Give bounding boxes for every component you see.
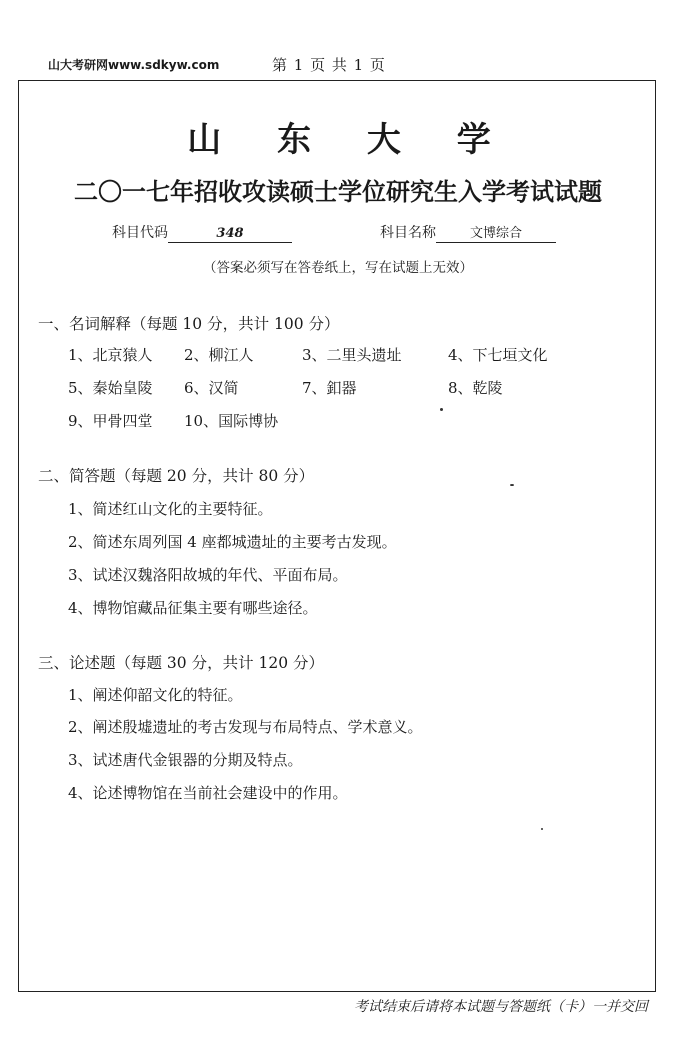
- term-item: 5、秦始皇陵: [68, 379, 153, 397]
- scan-speck: [440, 408, 443, 411]
- section-2-heading: 二、简答题（每题 20 分，共计 80 分）: [38, 467, 315, 485]
- subject-name: [380, 222, 556, 243]
- short-answer-question: 2、简述东周列国 4 座都城遗址的主要考古发现。: [68, 533, 397, 551]
- essay-question: 3、试述唐代金银器的分期及特点。: [68, 751, 303, 769]
- school-name: 山 东 大 学: [187, 120, 513, 160]
- term-item: 9、甲骨四堂: [68, 412, 153, 430]
- essay-question: 2、阐述殷墟遗址的考古发现与布局特点、学术意义。: [68, 718, 423, 736]
- term-item: 2、柳江人: [184, 346, 254, 364]
- section-3-heading: 三、论述题（每题 30 分，共计 120 分）: [38, 654, 325, 672]
- scan-speck: [541, 828, 543, 830]
- short-answer-question: 4、博物馆藏品征集主要有哪些途径。: [68, 599, 318, 617]
- subject-code: [112, 222, 292, 243]
- footer-instruction: 考试结束后请将本试题与答题纸（卡）一并交回: [354, 999, 648, 1015]
- essay-question: 4、论述博物馆在当前社会建设中的作用。: [68, 784, 348, 802]
- essay-question: 1、阐述仰韶文化的特征。: [68, 686, 243, 704]
- site-watermark: 山大考研网www.sdkyw.com: [48, 58, 220, 72]
- short-answer-question: 3、试述汉魏洛阳故城的年代、平面布局。: [68, 566, 348, 584]
- scan-speck: [510, 484, 514, 486]
- page-number: 第 1 页 共 1 页: [272, 56, 386, 74]
- subject-name-label: 科目名称: [380, 225, 436, 241]
- term-item: 1、北京猿人: [68, 346, 153, 364]
- term-item: 8、乾陵: [448, 379, 503, 397]
- section-1-heading: 一、名词解释（每题 10 分，共计 100 分）: [38, 315, 340, 333]
- exam-title: 二〇一七年招收攻读硕士学位研究生入学考试试题: [74, 178, 602, 206]
- term-item: 10、国际博协: [184, 412, 279, 430]
- term-item: 3、二里头遗址: [302, 346, 402, 364]
- term-item: 7、釦器: [302, 379, 357, 397]
- subject-name-value: 文博综合: [436, 225, 556, 243]
- term-item: 4、下七垣文化: [448, 346, 548, 364]
- short-answer-question: 1、简述红山文化的主要特征。: [68, 500, 273, 518]
- subject-code-label: 科目代码: [112, 225, 168, 241]
- term-item: 6、汉简: [184, 379, 239, 397]
- subject-code-value: 348: [168, 225, 292, 243]
- page-header: [48, 54, 668, 78]
- answer-notice: （答案必须写在答卷纸上，写在试题上无效）: [203, 260, 473, 276]
